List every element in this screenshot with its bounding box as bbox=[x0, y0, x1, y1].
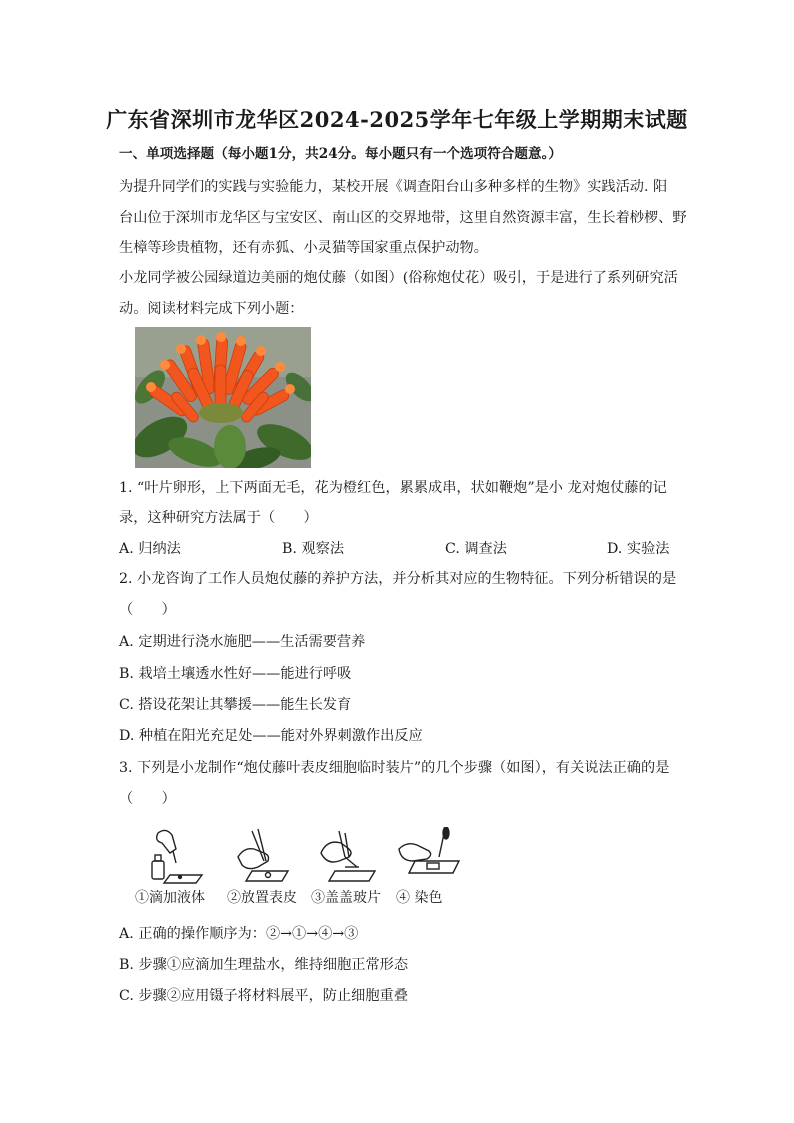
page-title: 广东省深圳市龙华区2024-2025学年七年级上学期期末试题 bbox=[106, 107, 688, 132]
q2-option-c[interactable]: C. 搭设花架让其攀援——能生长发育 bbox=[119, 697, 352, 713]
staining-icon bbox=[395, 827, 465, 885]
step-4-label: ④ 染色 bbox=[396, 890, 443, 906]
section-header: 一、单项选择题（每小题1分，共24分。每小题只有一个选项符合题意。） bbox=[119, 146, 562, 162]
slide-prep-steps-figure bbox=[130, 822, 470, 912]
q3-stem-line-2: （ ） bbox=[119, 791, 176, 807]
intro-line-2: 台山位于深圳市龙华区与宝安区、南山区的交界地带，这里自然资源丰富，生长着桫椤、野 bbox=[119, 210, 687, 226]
intro-line-5: 动。阅读材料完成下列小题： bbox=[119, 301, 304, 317]
q1-option-d[interactable]: D. 实验法 bbox=[607, 541, 670, 557]
q3-option-b[interactable]: B. 步骤①应滴加生理盐水，维持细胞正常形态 bbox=[119, 957, 409, 973]
cover-slip-icon bbox=[315, 827, 385, 885]
intro-line-4: 小龙同学被公园绿道边美丽的炮仗藤（如图）(俗称炮仗花）吸引，于是进行了系列研究活 bbox=[119, 270, 678, 286]
step-2-label: ②放置表皮 bbox=[227, 890, 297, 906]
q2-stem-line-2: （ ） bbox=[119, 602, 176, 618]
q3-option-a[interactable]: A. 正确的操作顺序为：②→①→④→③ bbox=[119, 926, 359, 942]
q3-stem-line-1: 3. 下列是小龙制作“炮仗藤叶表皮细胞临时装片”的几个步骤（如图），有关说法正确的是 bbox=[119, 760, 670, 776]
tweezers-icon bbox=[230, 827, 300, 885]
q1-option-a[interactable]: A. 归纳法 bbox=[119, 541, 181, 557]
q1-stem-line-2: 录，这种研究方法属于（ ） bbox=[119, 510, 318, 526]
q1-option-b[interactable]: B. 观察法 bbox=[282, 541, 345, 557]
q2-stem-line-1: 2. 小龙咨询了工作人员炮仗藤的养护方法，并分析其对应的生物特征。下列分析错误的是 bbox=[119, 571, 677, 587]
step-3-label: ③盖盖玻片 bbox=[311, 890, 381, 906]
trumpet-vine-photo bbox=[135, 327, 311, 468]
q2-option-a[interactable]: A. 定期进行浇水施肥——生活需要营养 bbox=[119, 634, 366, 650]
q1-stem-line-1: 1. “叶片卵形，上下两面无毛，花为橙红色，累累成串，状如鞭炮”是小 龙对炮仗藤的记 bbox=[119, 480, 667, 496]
q3-option-c[interactable]: C. 步骤②应用镊子将材料展平，防止细胞重叠 bbox=[119, 988, 408, 1004]
intro-line-1: 为提升同学们的实践与实验能力，某校开展《调查阳台山多种多样的生物》实践活动. 阳 bbox=[119, 179, 668, 195]
q1-option-c[interactable]: C. 调查法 bbox=[445, 541, 507, 557]
dropper-icon bbox=[140, 827, 210, 885]
q2-option-b[interactable]: B. 栽培土壤透水性好——能进行呼吸 bbox=[119, 666, 352, 682]
intro-line-3: 生樟等珍贵植物，还有赤狐、小灵猫等国家重点保护动物。 bbox=[119, 240, 488, 256]
flower-illustration bbox=[135, 327, 311, 468]
q2-option-d[interactable]: D. 种植在阳光充足处——能对外界刺激作出反应 bbox=[119, 728, 423, 744]
step-1-label: ①滴加液体 bbox=[135, 890, 205, 906]
